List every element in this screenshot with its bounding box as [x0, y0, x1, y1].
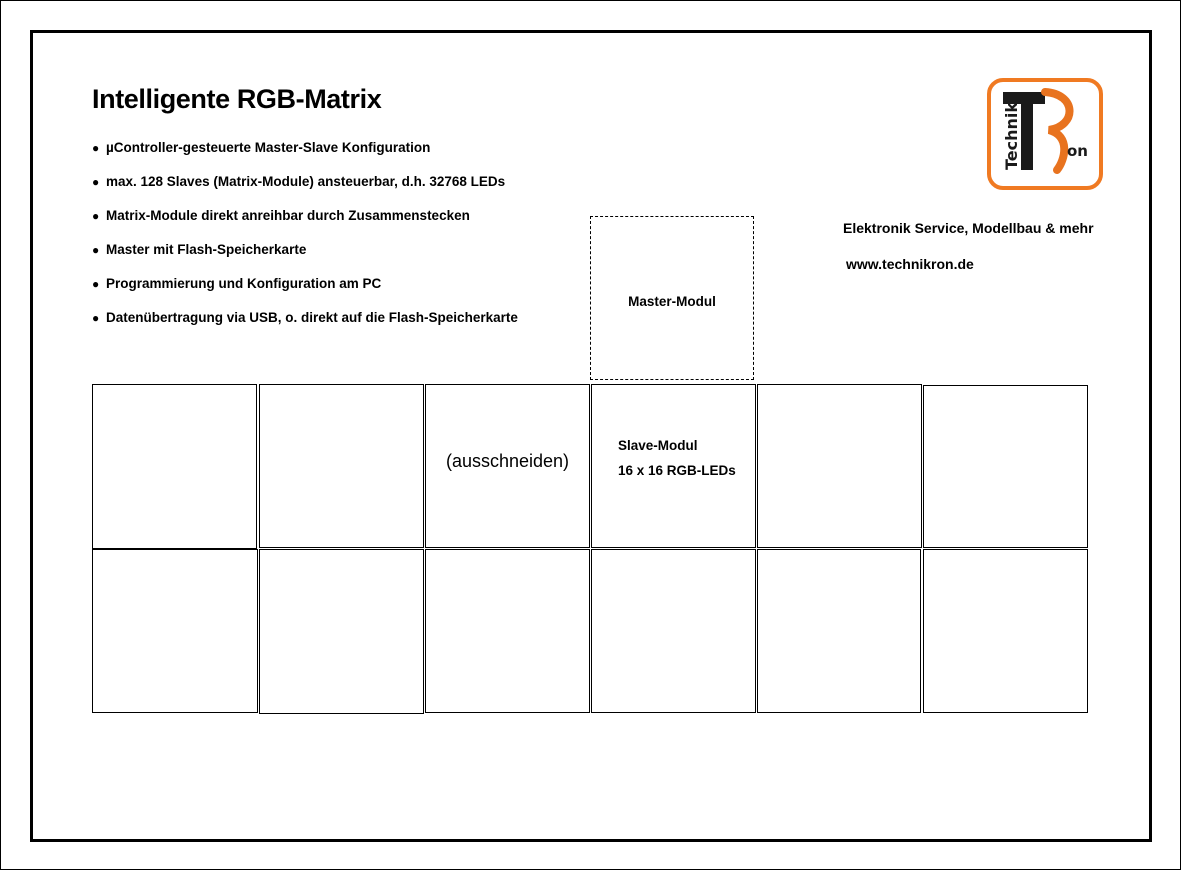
bullet-icon: ●	[92, 209, 100, 223]
bullet-icon: ●	[92, 141, 100, 155]
feature-item: ● Master mit Flash-Speicherkarte	[92, 242, 307, 257]
logo-text-vertical: Technik	[1002, 101, 1021, 170]
bullet-icon: ●	[92, 277, 100, 291]
feature-item: ● Programmierung und Konfiguration am PC	[92, 276, 382, 291]
slave-module-label: Slave-Modul	[618, 438, 698, 453]
master-module-label: Master-Modul	[628, 294, 716, 309]
matrix-cell	[923, 549, 1088, 713]
matrix-cell	[757, 549, 921, 713]
matrix-cell	[92, 384, 257, 549]
matrix-cell	[92, 549, 258, 713]
bullet-icon: ●	[92, 311, 100, 325]
feature-list	[92, 140, 518, 344]
master-module-outline	[590, 216, 754, 380]
matrix-cell	[591, 549, 756, 713]
feature-item: ● max. 128 Slaves (Matrix-Module) ansteuerbar, d.h. 32768 LEDs	[92, 174, 506, 189]
matrix-cell-cut	[425, 384, 590, 548]
company-tagline: Elektronik Service, Modellbau & mehr	[843, 220, 1094, 236]
feature-item: ● µController-gesteuerte Master-Slave Konfiguration	[92, 140, 431, 155]
matrix-cell	[259, 549, 424, 714]
page-title: Intelligente RGB-Matrix	[92, 84, 382, 114]
matrix-cell	[259, 384, 424, 548]
feature-item: ● Datenübertragung via USB, o. direkt auf die Flash-Speicherkarte	[92, 310, 518, 325]
matrix-cell	[425, 549, 590, 713]
technikron-logo	[987, 78, 1103, 190]
cut-out-label: (ausschneiden)	[445, 451, 570, 471]
bullet-icon: ●	[92, 243, 100, 257]
feature-item: ● Matrix-Module direkt anreihbar durch Zusammenstecken	[92, 208, 470, 223]
matrix-cell	[923, 385, 1088, 548]
logo-text-suffix: on	[1067, 142, 1088, 160]
company-website: www.technikron.de	[846, 256, 974, 272]
matrix-cell-slave	[591, 384, 756, 548]
bullet-icon: ●	[92, 175, 100, 189]
matrix-cell	[757, 384, 922, 548]
slave-module-led-count: 16 x 16 RGB-LEDs	[618, 463, 736, 478]
